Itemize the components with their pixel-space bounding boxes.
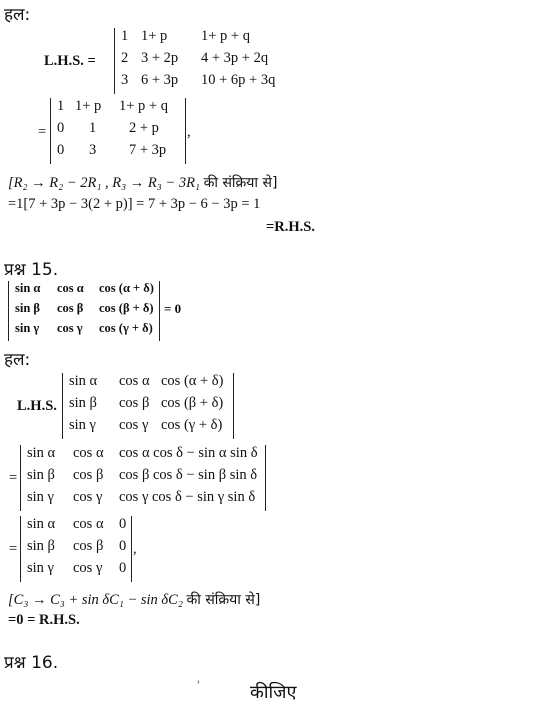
- det-cell: 1+ p: [75, 98, 102, 114]
- det-cell: cos β: [73, 467, 104, 483]
- solution-label: हल:: [4, 5, 31, 25]
- det-cell: cos (γ + δ): [99, 321, 153, 335]
- determinant: [50, 98, 186, 164]
- det-cell: cos γ: [57, 321, 83, 335]
- det-cell: sin γ: [69, 417, 96, 433]
- result-line: =1[7 + 3p − 3(2 + p)] = 7 + 3p − 6 − 3p = 1: [8, 196, 261, 212]
- question-determinant: [8, 281, 160, 341]
- operation-text: [C₃ → C₃ + sin δC₁ − sin δC₂: [8, 592, 183, 608]
- det-cell: cos α cos δ − sin α sin δ: [119, 445, 258, 461]
- det-cell: cos (α + δ): [161, 373, 224, 389]
- det-cell: sin α: [27, 445, 56, 461]
- det-cell: cos β: [119, 395, 150, 411]
- operation-hindi: की संक्रिया से]: [203, 175, 278, 191]
- det-cell: sin α: [15, 281, 41, 295]
- det-cell: 0: [57, 142, 65, 158]
- det-cell: 1+ p + q: [119, 98, 168, 114]
- equals-sign: =: [38, 124, 47, 140]
- det-cell: 10 + 6p + 3q: [201, 72, 276, 88]
- det-cell: sin β: [15, 301, 40, 315]
- lhs-label: L.H.S. =: [44, 53, 96, 69]
- det-cell: cos α: [73, 445, 104, 461]
- row-operation: [8, 173, 277, 192]
- det-cell: 1: [57, 98, 65, 114]
- determinant: [114, 28, 277, 94]
- determinant: [20, 516, 132, 582]
- result-line: =0 = R.H.S.: [8, 612, 80, 628]
- det-cell: cos γ: [73, 560, 103, 576]
- stray-mark: ˒: [196, 672, 201, 688]
- det-cell: 3: [89, 142, 97, 158]
- det-cell: 0: [119, 538, 127, 554]
- comma: ,: [187, 124, 191, 140]
- question-rhs: = 0: [164, 301, 182, 316]
- det-cell: sin β: [27, 538, 55, 554]
- determinant: [20, 445, 266, 511]
- det-cell: cos γ: [119, 417, 149, 433]
- solution-label: हल:: [4, 350, 31, 370]
- det-cell: 2 + p: [129, 120, 159, 136]
- det-cell: cos β: [57, 301, 84, 315]
- det-cell: 4 + 3p + 2q: [201, 50, 269, 66]
- det-cell: cos α: [73, 516, 104, 532]
- det-cell: cos α: [119, 373, 150, 389]
- column-operation: [8, 590, 260, 609]
- equals-sign: =: [9, 541, 18, 557]
- det-cell: 0: [119, 560, 127, 576]
- det-cell: 0: [57, 120, 65, 136]
- determinant: [62, 373, 234, 439]
- question-heading: प्रश्न 15.: [4, 260, 59, 280]
- equals-sign: =: [9, 470, 18, 486]
- lhs-label: L.H.S.: [17, 398, 57, 414]
- det-cell: cos γ: [73, 489, 103, 505]
- operation-text: [R₂ → R₂ − 2R₁ , R₃ → R₃ − 3R₁: [8, 175, 200, 191]
- det-cell: 1: [89, 120, 97, 136]
- det-cell: sin α: [27, 516, 56, 532]
- det-cell: 0: [119, 516, 127, 532]
- det-cell: cos β: [73, 538, 104, 554]
- det-cell: sin γ: [27, 489, 54, 505]
- det-cell: cos (γ + δ): [161, 417, 223, 433]
- det-cell: 3 + 2p: [141, 50, 179, 66]
- det-cell: sin β: [69, 395, 97, 411]
- det-cell: cos γ cos δ − sin γ sin δ: [119, 489, 256, 505]
- det-cell: 1+ p + q: [201, 28, 250, 44]
- operation-hindi: की संक्रिया से]: [186, 592, 261, 608]
- question-heading: प्रश्न 16.: [4, 653, 59, 673]
- det-cell: cos β cos δ − sin β sin δ: [119, 467, 258, 483]
- det-cell: sin γ: [15, 321, 40, 335]
- det-cell: cos (β + δ): [161, 395, 224, 411]
- comma: ,: [133, 541, 137, 557]
- rhs-label: =R.H.S.: [266, 219, 315, 235]
- det-cell: 2: [121, 50, 129, 66]
- det-cell: 1+ p: [141, 28, 168, 44]
- det-cell: 1: [121, 28, 129, 44]
- det-cell: cos (β + δ): [99, 301, 154, 315]
- det-cell: cos (α + δ): [99, 281, 154, 295]
- det-cell: 3: [121, 72, 129, 88]
- det-cell: 6 + 3p: [141, 72, 179, 88]
- det-cell: sin γ: [27, 560, 54, 576]
- det-cell: sin β: [27, 467, 55, 483]
- instruction-text: कीजिए: [250, 682, 297, 703]
- det-cell: cos α: [57, 281, 84, 295]
- det-cell: sin α: [69, 373, 98, 389]
- det-cell: 7 + 3p: [129, 142, 167, 158]
